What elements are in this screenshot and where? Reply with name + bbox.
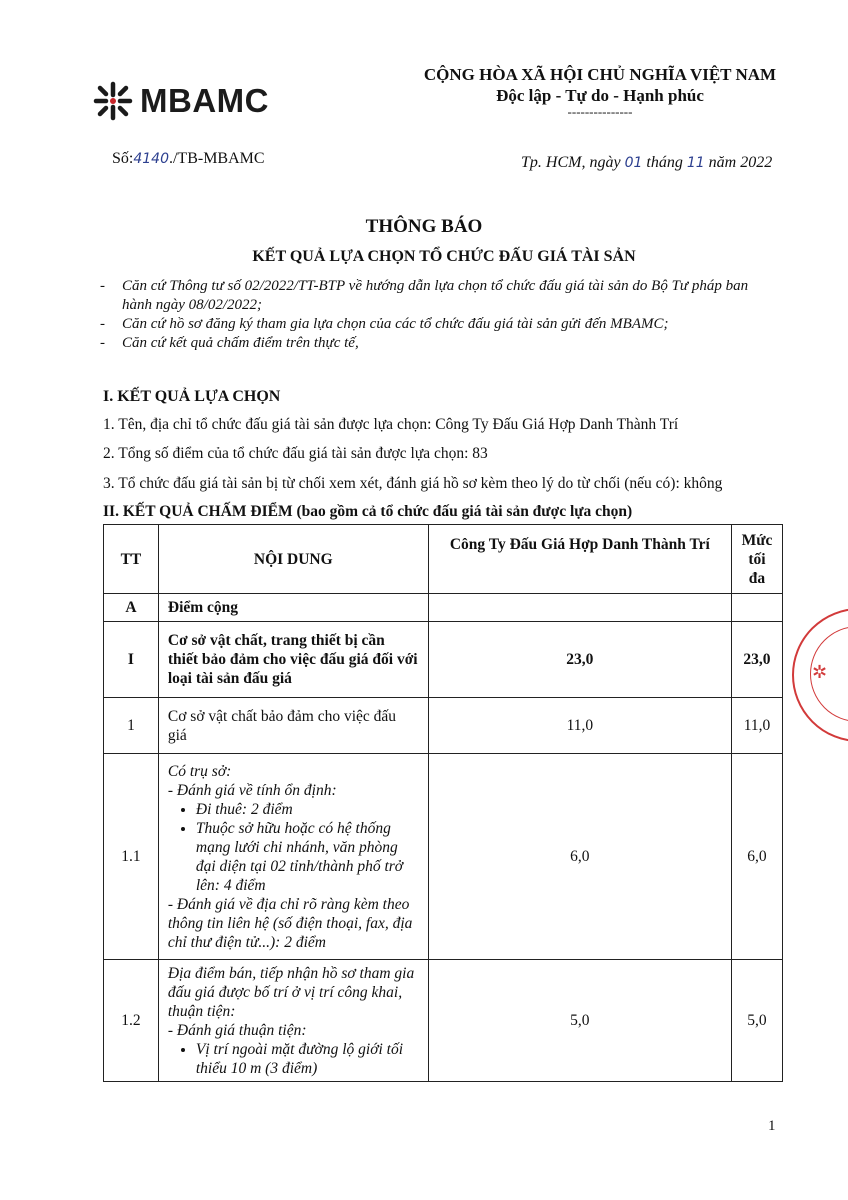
header-org (428, 525, 731, 594)
header-org-label: Công Ty Đấu Giá Hợp Danh Thành Trí (449, 536, 710, 553)
criteria-bullets (168, 1040, 419, 1078)
criteria-bullet: • Vị trí ngoài mặt đường lộ giới tối thiểu 10 m (3 điểm) (196, 1040, 419, 1078)
table-row (104, 622, 783, 698)
mbamc-logo-icon (90, 78, 136, 124)
result-item-2: 2. Tổng số điểm của tổ chức đấu giá tài sản được lựa chọn: 83 (103, 445, 488, 462)
date-day: 01 (624, 155, 643, 171)
row-1-2-max: 5,0 (731, 960, 782, 1082)
row-1-1-content (158, 754, 428, 960)
company-logo (90, 78, 269, 124)
legal-basis-item: - Căn cứ hồ sơ đăng ký tham gia lựa chọn của các tổ chức đấu giá tài sản gửi đến MBAMC; (100, 315, 780, 334)
result-item-1: 1. Tên, địa chỉ tổ chức đấu giá tài sản được lựa chọn: Công Ty Đấu Giá Hợp Danh Thành Trí (103, 416, 679, 433)
national-title: CỘNG HÒA XÃ HỘI CHỦ NGHĨA VIỆT NAM (423, 65, 777, 84)
table-header-row (104, 525, 783, 594)
doc-number-prefix: Số: (112, 150, 134, 167)
header-max (731, 525, 782, 594)
row-1-content: Cơ sở vật chất bảo đảm cho việc đấu giá (158, 698, 428, 754)
date-month: 11 (686, 155, 705, 171)
row-i-content: Cơ sở vật chất, trang thiết bị cần thiết bảo đảm cho việc đấu giá đối với loại tài sản đấu giá (158, 622, 428, 698)
row-1-score: 11,0 (428, 698, 731, 754)
criteria-bullet: • Thuộc sở hữu hoặc có hệ thống mạng lưới chi nhánh, văn phòng đại diện tại 02 tỉnh/thành phố trở lên: 4 điểm (196, 819, 419, 895)
row-1-2-content (158, 960, 428, 1082)
row-i-tt: I (104, 622, 159, 698)
document-title: THÔNG BÁO (365, 216, 483, 237)
table-row (104, 698, 783, 754)
date-mid: tháng (642, 154, 687, 171)
row-1-1-max: 6,0 (731, 754, 782, 960)
row-a-max (731, 594, 782, 622)
document-number (112, 150, 265, 168)
motto-divider: --------------- (567, 104, 633, 119)
doc-number-suffix: ./TB-MBAMC (168, 150, 265, 167)
national-header (400, 64, 800, 118)
legal-basis-item: - Căn cứ Thông tư số 02/2022/TT-BTP về hướng dẫn lựa chọn tổ chức đấu giá tài sản do Bộ Tư pháp ban hành ngày 08/02/2022; (100, 277, 780, 315)
red-seal-stamp (792, 608, 848, 742)
row-a-tt: A (104, 594, 159, 622)
national-motto: Độc lập - Tự do - Hạnh phúc (496, 86, 704, 105)
header-max-line1: Mức (741, 531, 773, 549)
logo-text: MBAMC (140, 82, 269, 119)
row-1-2-tt: 1.2 (104, 960, 159, 1082)
criteria-text: Có trụ sở: (167, 762, 232, 780)
criteria-bullet: • Đi thuê: 2 điểm (196, 800, 419, 819)
date-prefix: Tp. HCM, ngày (521, 154, 625, 171)
header-max-line2: tối đa (748, 550, 766, 587)
row-1-tt: 1 (104, 698, 159, 754)
result-item-3: 3. Tổ chức đấu giá tài sản bị từ chối xem xét, đánh giá hồ sơ kèm theo lý do từ chối (nếu có): không (103, 475, 723, 492)
criteria-text: Địa điểm bán, tiếp nhận hồ sơ tham gia đấu giá được bố trí ở vị trí công khai, thuận tiện: (167, 964, 415, 1020)
legal-basis-item: - Căn cứ kết quả chấm điểm trên thực tế, (100, 334, 780, 353)
row-1-1-tt: 1.1 (104, 754, 159, 960)
row-i-max: 23,0 (731, 622, 782, 698)
section-2-heading: II. KẾT QUẢ CHẤM ĐIỂM (bao gồm cả tổ chức đấu giá tài sản được lựa chọn) (103, 503, 633, 520)
criteria-bullets (168, 800, 419, 895)
document-date (521, 154, 772, 172)
table-row (104, 754, 783, 960)
table-row (104, 960, 783, 1082)
row-i-score: 23,0 (428, 622, 731, 698)
header-tt: TT (104, 525, 159, 594)
criteria-text: - Đánh giá về địa chỉ rõ ràng kèm theo thông tin liên hệ (số điện thoại, fax, địa chỉ thư điện tử...): 2 điểm (167, 895, 413, 951)
criteria-text: - Đánh giá về tính ổn định: (167, 781, 337, 799)
document-subtitle: KẾT QUẢ LỰA CHỌN TỔ CHỨC ĐẤU GIÁ TÀI SẢN (252, 248, 636, 265)
row-1-max: 11,0 (731, 698, 782, 754)
doc-number-handwritten: 4140 (133, 151, 169, 167)
table-row (104, 594, 783, 622)
scoring-table (103, 524, 783, 1082)
row-a-content: Điểm cộng (158, 594, 428, 622)
row-1-1-score: 6,0 (428, 754, 731, 960)
header-content: NỘI DUNG (158, 525, 428, 594)
row-a-score (428, 594, 731, 622)
section-1-heading: I. KẾT QUẢ LỰA CHỌN (103, 388, 281, 405)
date-suffix: năm 2022 (704, 154, 773, 171)
row-1-2-score: 5,0 (428, 960, 731, 1082)
seal-star-icon: ✲ (812, 662, 828, 683)
legal-basis-list (100, 277, 780, 353)
criteria-text: - Đánh giá thuận tiện: (167, 1021, 307, 1039)
page-number: 1 (768, 1118, 776, 1134)
